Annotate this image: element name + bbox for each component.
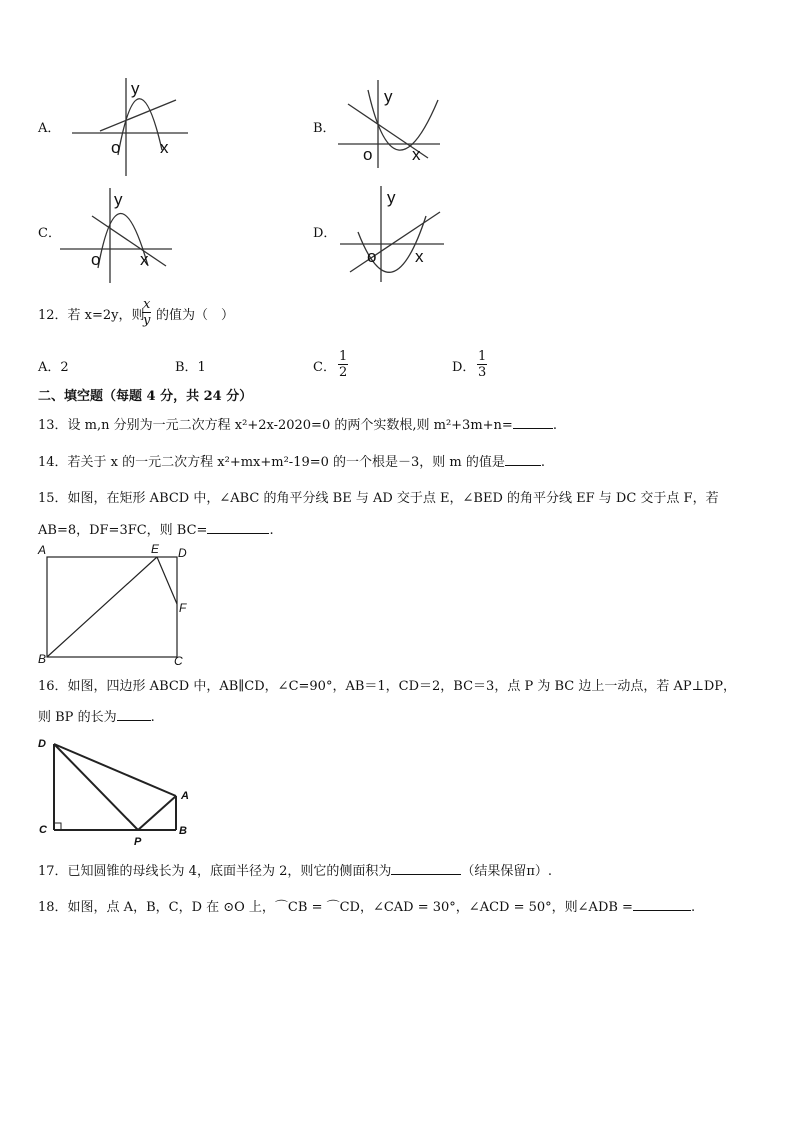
- q17-answer-blank: [391, 874, 461, 875]
- graph-c-x-label: x: [140, 250, 149, 269]
- q15-label-e: E: [151, 542, 160, 556]
- option-d-label: D．: [313, 226, 337, 241]
- q15-label-a: A: [38, 543, 47, 557]
- q14-body: 14．若关于 x 的一元二次方程 x²+mx+m²-19=0 的一个根是－3，则 m 的值是: [38, 455, 505, 470]
- section-title: 二、填空题（每题 4 分，共 24 分）: [38, 389, 253, 404]
- q16-label-c: C: [39, 824, 47, 836]
- q12-suffix: 的值为（ ）: [156, 308, 235, 323]
- graph-c-y-label: y: [114, 190, 123, 209]
- q16-line1: 16．如图，四边形 ABCD 中，AB∥CD，∠C=90°，AB＝1，CD＝2，BC＝3，点 P 为 BC 边上一动点，若 AP⊥DP，: [38, 679, 736, 694]
- q15-line1: 15．如图，在矩形 ABCD 中，∠ABC 的角平分线 BE 与 AD 交于点 E，∠BED 的角平分线 EF 与 DC 交于点 F，若: [38, 491, 719, 506]
- q15-label-f: F: [179, 601, 187, 615]
- graph-a-origin-label: o: [111, 138, 121, 157]
- q13-end: .: [552, 418, 557, 433]
- q12-option-a: A．2: [38, 360, 69, 375]
- q12-option-c-num: 1: [339, 349, 348, 364]
- q17-text: [38, 864, 552, 880]
- q16-label-d: D: [38, 738, 46, 750]
- option-b-label: B．: [313, 121, 336, 136]
- q16-label-b: B: [179, 825, 187, 837]
- q12-option-c-den: 2: [339, 365, 348, 380]
- q14-end: .: [540, 455, 546, 470]
- graph-d-y-label: y: [387, 188, 396, 207]
- graph-c-origin-label: o: [91, 250, 101, 269]
- graph-a-y-label: y: [131, 79, 140, 98]
- q18-body: 18．如图，点 A，B，C，D 在 ⊙O 上，⌒CB = ⌒CD，∠CAD = 30°，∠ACD = 50°，则∠ADB =: [38, 900, 633, 915]
- q18-answer-blank: [633, 910, 691, 911]
- graph-b-x-label: x: [412, 145, 421, 164]
- graph-d-x-label: x: [415, 247, 424, 266]
- q12-option-d-label: D．: [452, 360, 476, 375]
- q18-text: [38, 900, 695, 916]
- graph-b-origin-label: o: [363, 145, 373, 164]
- q12-option-d-num: 1: [478, 349, 487, 364]
- q15-label-d: D: [178, 546, 187, 560]
- q12-option-c-label: C．: [313, 360, 336, 375]
- q15-line2-body: AB=8，DF=3FC，则 BC=: [38, 523, 208, 538]
- q12-frac-den: y: [142, 313, 151, 328]
- q16-label-a: A: [181, 790, 189, 802]
- graph-b-y-label: y: [384, 87, 393, 106]
- q12-option-d-den: 3: [478, 365, 487, 380]
- q15-end: .: [269, 523, 274, 538]
- q16-line2-body: 则 BP 的长为: [38, 710, 117, 725]
- option-c-label: C．: [38, 226, 61, 241]
- q12-option-b: B．1: [175, 360, 206, 375]
- graph-a-x-label: x: [160, 138, 169, 157]
- option-a-label: A．: [38, 121, 61, 136]
- q12-prefix: 12．若 x=2y，则: [38, 308, 145, 323]
- q12-frac-num: x: [143, 297, 151, 312]
- graph-d-origin-label: o: [367, 247, 377, 266]
- q17-body: 17．已知圆锥的母线长为 4，底面半径为 2，则它的侧面积为: [38, 864, 392, 879]
- q15-label-c: C: [174, 654, 183, 668]
- q16-end: .: [150, 710, 155, 725]
- q13-body: 13．设 m,n 分别为一元二次方程 x²+2x-2020=0 的两个实数根,则 m²+3m+n=: [38, 418, 513, 433]
- q18-end: .: [690, 900, 696, 915]
- q15-label-b: B: [38, 652, 47, 666]
- q17-tail: （结果保留π）.: [461, 864, 553, 879]
- q16-label-p: P: [134, 836, 142, 848]
